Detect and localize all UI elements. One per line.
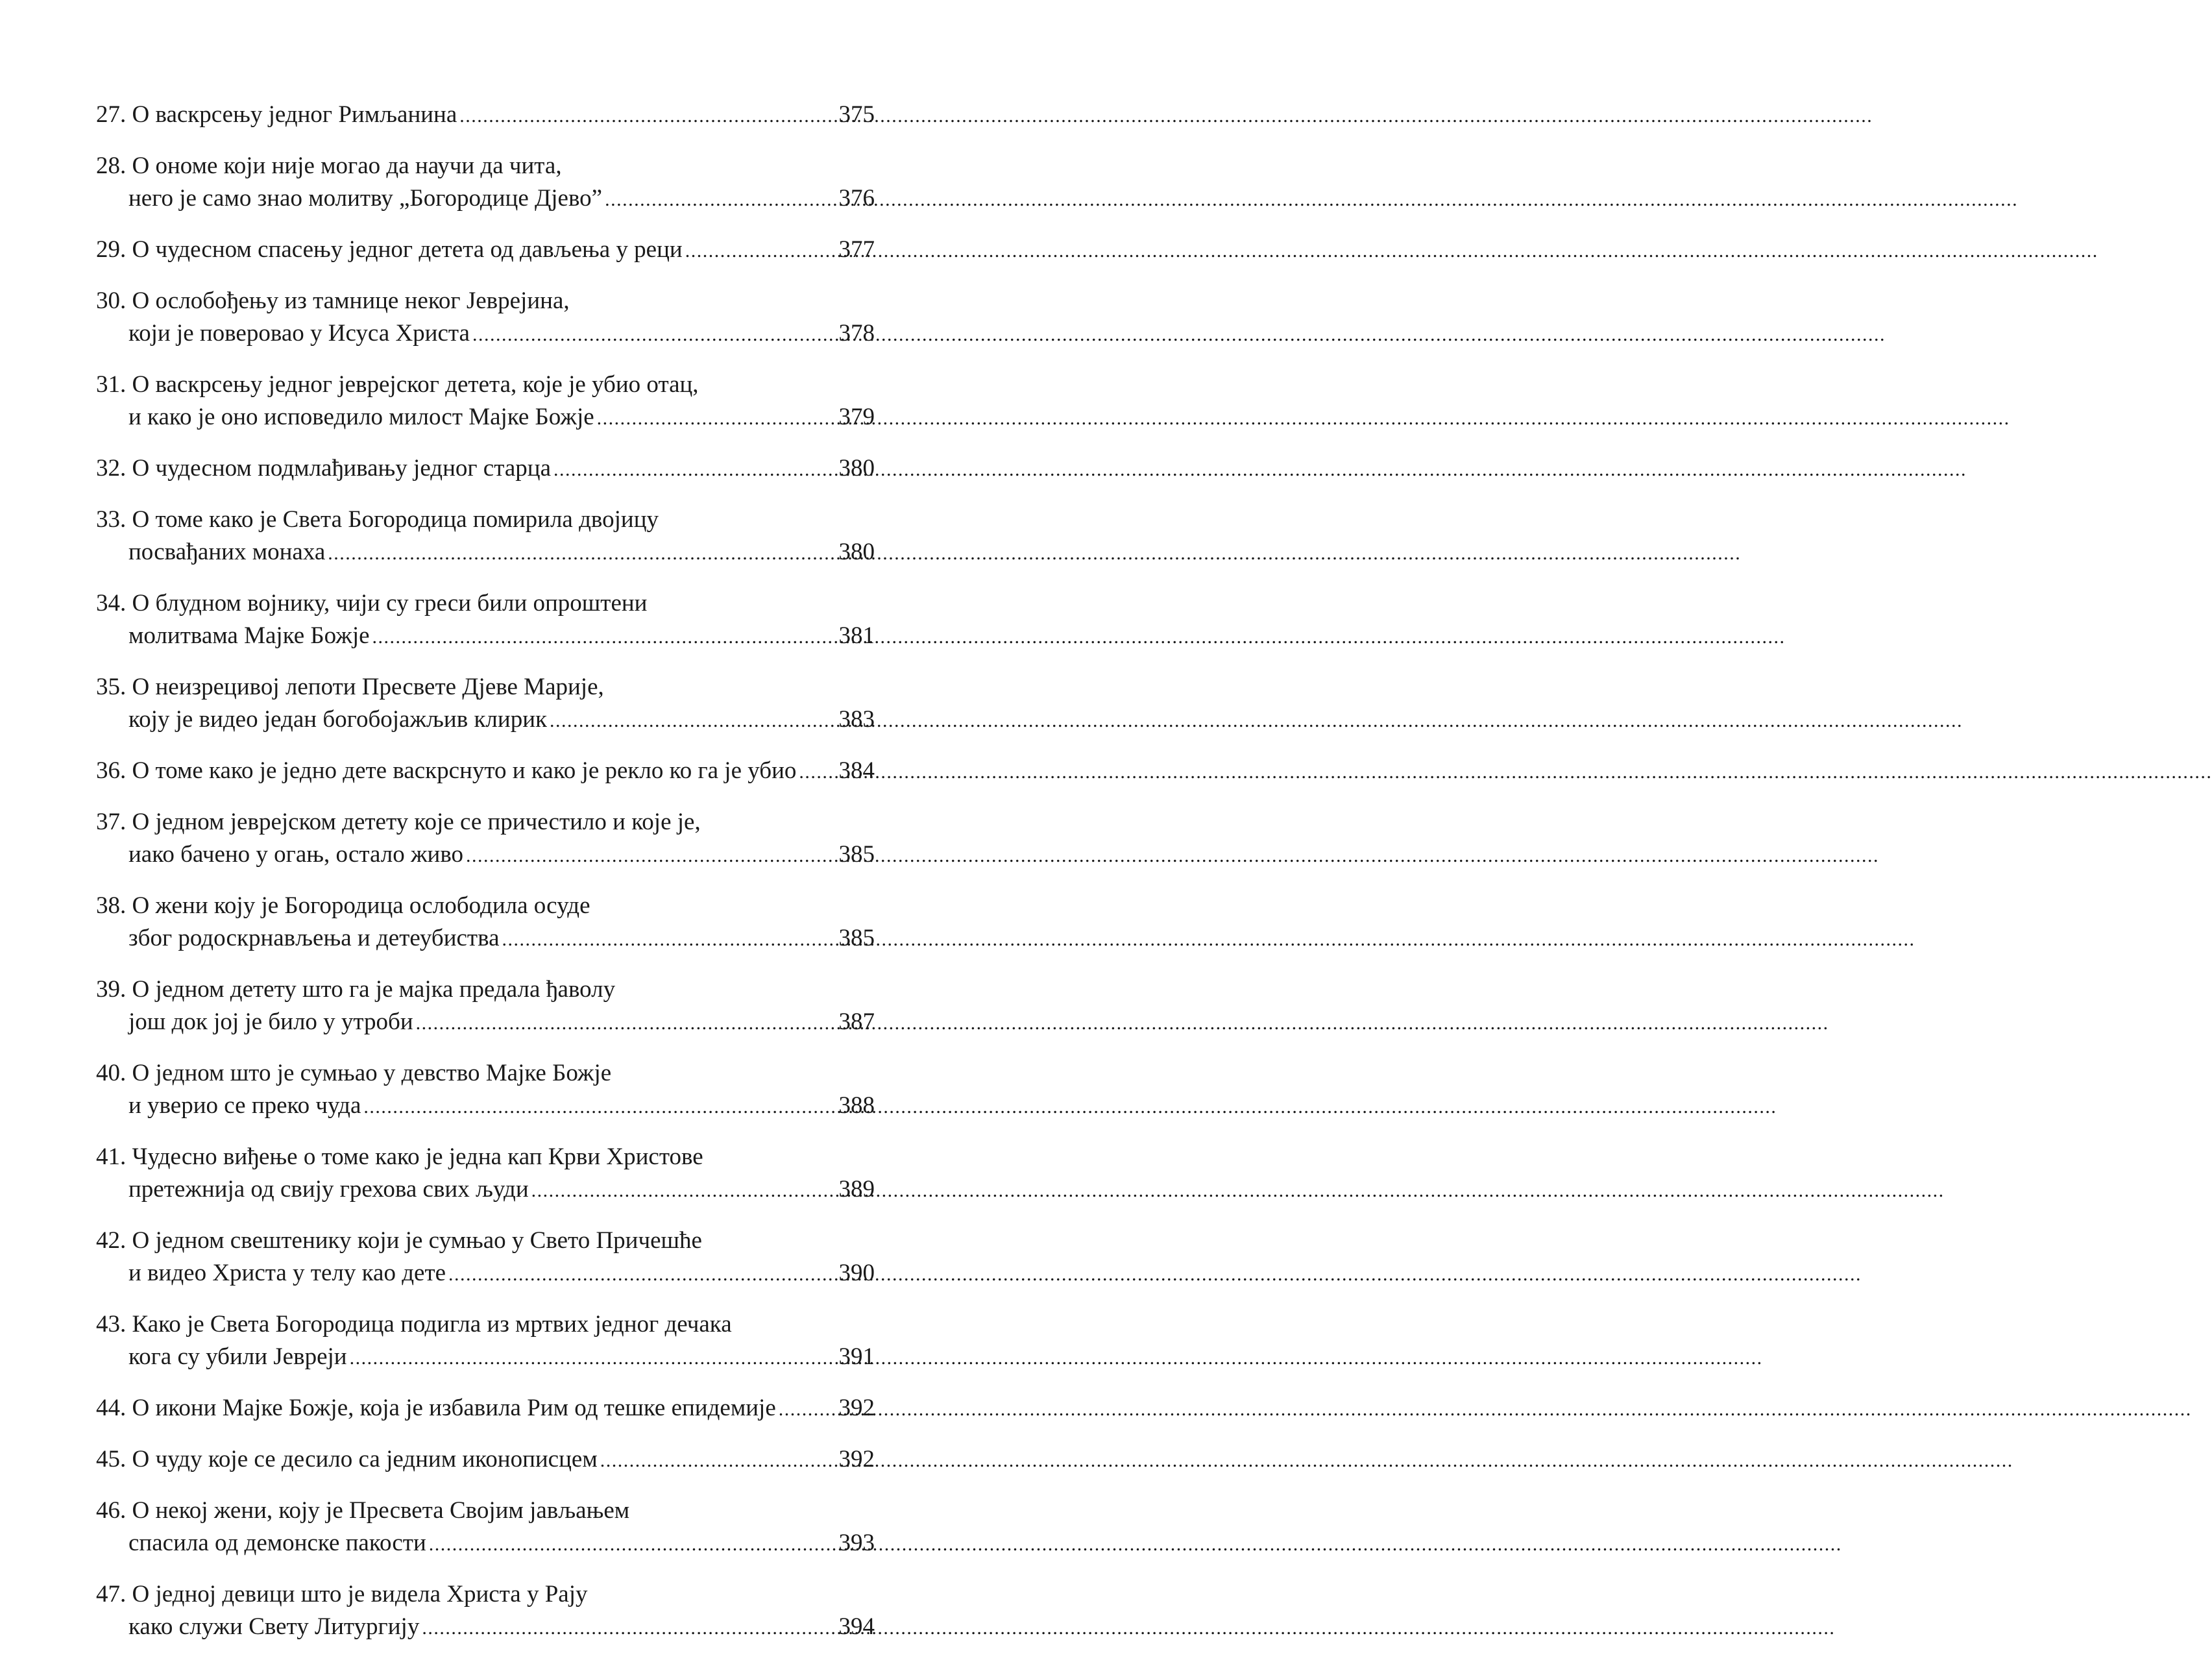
toc-entry [96,369,875,435]
toc-entry [96,587,875,654]
toc-entry-title: и видео Христа у телу као дете [128,1260,446,1286]
toc-entry-page-number: 392 [838,1395,875,1421]
toc-entry-page-number: 379 [838,404,875,430]
toc-entry-page-number: 380 [838,455,875,482]
toc-entry-line [96,806,875,838]
toc-entry-number: 34. [96,590,127,617]
toc-entry-title: и уверио се преко чуда [128,1092,361,1119]
toc-entry-number: 35. [96,674,127,700]
toc-entry [96,1578,875,1644]
toc-entry-page-number: 385 [838,925,875,951]
toc-entry-title: како служи Свету Литургију [128,1613,420,1640]
toc-entry-title: него је само знао молитву „Богородице Дјево” [128,185,603,212]
toc-entry-title: О ослобођењу из тамнице неког Јеврејина, [132,287,570,314]
toc-entry-line [96,1495,875,1527]
toc-entry-line [96,1141,875,1173]
toc-entry-title: О једној девици што је видела Христа у Рају [132,1581,588,1607]
toc-entry [96,1057,875,1123]
toc-entry-continuation-line [96,922,875,956]
toc-entry [96,973,875,1040]
toc-entry-page-number: 376 [838,185,875,212]
toc-entry [96,452,875,486]
toc-entry-page-number: 380 [838,539,875,565]
toc-entry [96,1141,875,1207]
toc-entry-title: О икони Мајке Божје, која је избавила Рим од тешке епидемије [132,1395,776,1421]
toc-entry-line [96,150,875,182]
dot-leader [466,840,836,872]
dot-leader [429,1528,836,1561]
toc-entry-number: 27. [96,101,127,128]
toc-entry-title: и како је оно исповедило милост Мајке Божје [128,404,594,430]
toc-entry [96,285,875,351]
toc-entry-continuation-line [96,1006,875,1040]
toc-entry-number: 40. [96,1060,127,1086]
toc-entry-continuation-line [96,1257,875,1291]
dot-leader [550,705,836,737]
toc-entry-title: спасила од демонске пакости [128,1530,426,1556]
toc-entry-title: О једном што је сумњао у девство Мајке Божје [132,1060,612,1086]
toc-entry [96,150,875,216]
toc-entry-number: 36. [96,757,127,784]
toc-entry-title: О томе како је једно дете васкрснуто и како је рекло ко га је убио [132,757,797,784]
toc-entry-continuation-line [96,182,875,216]
toc-entry [96,755,875,788]
toc-entry-number: 37. [96,809,127,835]
table-of-contents [96,99,875,1662]
toc-entry-number: 31. [96,371,127,398]
dot-leader [372,621,836,654]
toc-entry-page-number: 387 [838,1008,875,1035]
dot-leader [350,1342,836,1375]
toc-entry-continuation-line [96,1527,875,1561]
toc-entry-number: 44. [96,1395,127,1421]
toc-entry-line [96,99,875,132]
dot-leader [600,1445,836,1477]
toc-entry-continuation-line [96,317,875,351]
dot-leader [422,1612,836,1644]
toc-entry-page-number: 384 [838,757,875,784]
toc-entry-number: 41. [96,1143,127,1170]
toc-entry-title: О ономе који није могао да научи да чита, [132,153,562,179]
toc-entry-title: Како је Света Богородица подигла из мртвих једног дечака [132,1311,732,1338]
toc-entry-title: О блудном војнику, чији су греси били опроштени [132,590,648,617]
toc-entry-continuation-line [96,1611,875,1644]
toc-entry [96,1308,875,1375]
toc-entry-continuation-line [96,1341,875,1375]
toc-entry-title: посвађаних монаха [128,539,326,565]
toc-entry-title: О чудесном спасењу једног детета од дављења у реци [132,236,683,263]
toc-entry-number: 30. [96,287,127,314]
toc-entry-title: још док јој је било у утроби [128,1008,413,1035]
toc-entry-title: претежнија од свију грехова свих људи [128,1176,529,1203]
toc-entry-line [96,587,875,620]
toc-entry-line [96,452,875,486]
toc-entry-number: 46. [96,1497,127,1524]
dot-leader [553,454,836,486]
toc-entry-line [96,504,875,536]
toc-entry-continuation-line [96,703,875,737]
dot-leader [531,1175,836,1207]
toc-entry-page-number: 393 [838,1530,875,1556]
toc-entry-line [96,1057,875,1090]
toc-entry-line [96,890,875,922]
toc-entry-number: 38. [96,892,127,919]
dot-leader [502,923,836,956]
toc-entry-title: О једном детету што га је мајка предала ђаволу [132,976,616,1003]
dot-leader [448,1258,836,1291]
dot-leader [363,1091,836,1123]
toc-entry-line [96,1308,875,1341]
toc-entry-page-number: 388 [838,1092,875,1119]
toc-entry-number: 43. [96,1311,127,1338]
toc-entry-page-number: 385 [838,841,875,868]
toc-entry-page-number: 377 [838,236,875,263]
dot-leader [416,1007,836,1040]
dot-leader [472,319,836,351]
toc-entry [96,806,875,872]
toc-entry-title: О чудесном подмлађивању једног старца [132,455,551,482]
toc-entry-line [96,285,875,317]
toc-entry-line [96,1392,875,1426]
toc-entry-title: О неизрецивој лепоти Пресвете Дјеве Марије, [132,674,604,700]
toc-entry-line [96,1578,875,1611]
toc-entry-title: О жени коју је Богородица ослободила осуде [132,892,590,919]
toc-entry-title: О чуду које се десило са једним иконописцем [132,1446,598,1473]
toc-entry [96,1443,875,1477]
toc-entry-title: О васкрсењу једног јеврејског детета, које је убио отац, [132,371,699,398]
toc-entry-continuation-line [96,838,875,872]
toc-entry-continuation-line [96,536,875,570]
dot-leader [685,235,836,267]
toc-entry-line [96,1225,875,1257]
toc-entry-line [96,1443,875,1477]
toc-entry-line [96,755,875,788]
toc-entry-title: О једном свештенику који је сумњао у Свето Причешће [132,1227,702,1254]
toc-entry-continuation-line [96,1173,875,1207]
dot-leader [799,756,836,788]
toc-entry [96,504,875,570]
toc-entry-number: 29. [96,236,127,263]
toc-entry-line [96,369,875,401]
toc-entry-number: 28. [96,153,127,179]
toc-entry-page-number: 391 [838,1343,875,1370]
toc-entry-title: који је поверовао у Исуса Христа [128,320,470,347]
toc-entry-continuation-line [96,1090,875,1123]
toc-entry [96,1495,875,1561]
toc-entry [96,99,875,132]
toc-entry-title: О једном јеврејском детету које се причестило и које је, [132,809,701,835]
toc-entry-title: због родоскрнављења и детеубиства [128,925,500,951]
toc-entry [96,1392,875,1426]
toc-entry-page-number: 383 [838,706,875,733]
toc-entry-page-number: 375 [838,101,875,128]
toc-entry [96,1225,875,1291]
toc-entry-continuation-line [96,620,875,654]
toc-entry-title: иако бачено у огањ, остало живо [128,841,464,868]
dot-leader [605,184,836,216]
dot-leader [459,100,836,132]
dot-leader [779,1393,836,1426]
toc-entry-number: 42. [96,1227,127,1254]
toc-entry-line [96,234,875,267]
toc-entry-title: коју је видео један богобојажљив клирик [128,706,547,733]
toc-entry-page-number: 390 [838,1260,875,1286]
toc-entry-number: 45. [96,1446,127,1473]
toc-entry-title: О некој жени, коју је Пресвета Својим јављањем [132,1497,630,1524]
toc-entry-page-number: 392 [838,1446,875,1473]
toc-entry-page-number: 389 [838,1176,875,1203]
toc-entry-title: молитвама Мајке Божје [128,622,370,649]
toc-entry [96,890,875,956]
toc-entry-page-number: 394 [838,1613,875,1640]
toc-entry-number: 33. [96,506,127,533]
toc-entry-number: 39. [96,976,127,1003]
toc-entry-title: Чудесно виђење о томе како је једна кап Крви Христове [132,1143,703,1170]
toc-entry-page-number: 381 [838,622,875,649]
toc-entry-number: 47. [96,1581,127,1607]
toc-entry-title: кога су убили Јевреји [128,1343,347,1370]
toc-entry-line [96,671,875,703]
toc-entry-number: 32. [96,455,127,482]
toc-entry-line [96,973,875,1006]
toc-entry-title: О васкрсењу једног Римљанина [132,101,457,128]
toc-entry-continuation-line [96,401,875,435]
toc-entry [96,671,875,737]
toc-entry [96,234,875,267]
toc-entry-title: О томе како је Света Богородица помирила двојицу [132,506,659,533]
toc-entry-page-number: 378 [838,320,875,347]
dot-leader [328,537,836,570]
dot-leader [597,402,836,435]
